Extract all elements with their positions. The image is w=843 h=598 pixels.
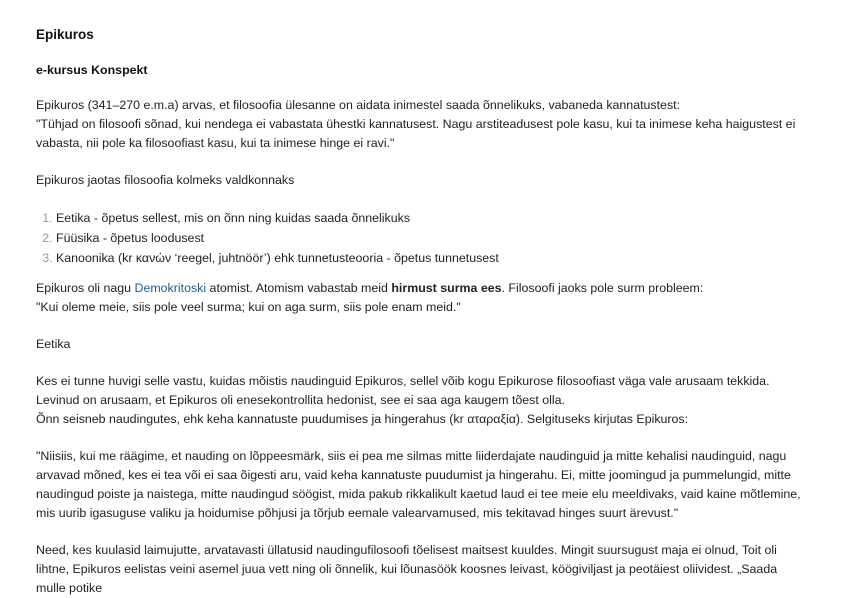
list-item: 2. Füüsika - õpetus loodusest — [56, 228, 807, 248]
divisions-list — [36, 208, 807, 268]
intro-paragraph — [36, 96, 807, 153]
divisions-intro: Epikuros jaotas filosoofia kolmeks valdkonnaks — [36, 173, 295, 187]
page-title: Epikuros — [36, 27, 94, 42]
ethics-quote: "Niisiis, kui me räägime, et nauding on lõppeesmärk, siis ei pea me silmas mitte liiderdajate naudinguid ja mitte kehalisi naudinguid, nagu arvavad mõned, kes ei tea või ei saa õigesti aru, vaid keha kannatuste puudumist ja hingerahu. Ei, mitte joomingud ja pummelungid, mitte naudingud poiste ja naistega, mitte naudingud söögist, mida pakub rikkalikult kaetud laud ei tee meie elu meeldivaks, vaid kaine mõtlemine, mis uurib igasuguse valiku ja hoidumise põhjusi ja tõrjub eemale valearvamused, mis tekitavad hinges suurt ärevust." — [36, 449, 801, 520]
ethics-text-b: Õnn seisneb naudingutes, ehk keha kannatuste puudumises ja hingerahus (kr αταραξία). Selgituseks kirjutas Epikuros: — [36, 412, 689, 426]
ethics-heading: Eetika — [36, 337, 71, 351]
list-item: 1. Eetika - õpetus sellest, mis on õnn ning kuidas saada õnnelikuks — [56, 208, 807, 228]
ethics-text-a: Kes ei tunne huvigi selle vastu, kuidas mõistis naudinguid Epikuros, sellel võib kogu Epikurose filosoofiast väga vale arusaam tekkida. Levinud on arusaam, et Epikuros oli enesekontrollita hedonist, see ei saa aga kaugem tõest olla. — [36, 374, 770, 407]
list-item: 3. Kanoonika (kr κανών ‘reegel, juhtnöör’) ehk tunnetusteooria - õpetus tunnetusest — [56, 248, 807, 268]
page-subtitle: e-kursus Konspekt — [36, 63, 148, 77]
atomism-paragraph — [36, 279, 807, 317]
death-quote: "Kui oleme meie, siis pole veel surma; kui on aga surm, siis pole enam meid." — [36, 300, 461, 314]
ethics-paragraph-1 — [36, 372, 807, 429]
ethics-paragraph-3: Need, kes kuulasid laimujutte, arvatavasti üllatusid naudingufilosoofi tõelisest maitsest kuuldes. Mingit suursugust maja ei olnud, Toit oli lihtne, Epikuros eelistas veini asemel juua vett ning oli õnnelik, kui lõunasöök koosnes leivast, köögiviljast ja peotäiest oliividest. „Saada mulle potike — [36, 543, 778, 595]
intro-text: Epikuros (341–270 e.m.a) arvas, et filosoofia ülesanne on aidata inimestel saada õnnelikuks, vabaneda kannatustest: — [36, 98, 681, 112]
atomism-emphasis: hirmust surma ees — [391, 281, 502, 295]
demokritos-link[interactable]: Demokritoski — [134, 281, 207, 295]
intro-quote: "Tühjad on filosoofi sõnad, kui nendega ei vabastata ühestki kannatusest. Nagu arstiteadusest pole kasu, kui ta inimese keha haigustest ei vabasta, nii pole ka filosoofiast kasu, kui ta inimese hinge ei ravi." — [36, 117, 796, 150]
atomism-text: Epikuros oli nagu Demokritoski atomist. Atomism vabastab meid hirmust surma ees. Filosoofi jaoks pole surm probleem: — [36, 281, 704, 295]
